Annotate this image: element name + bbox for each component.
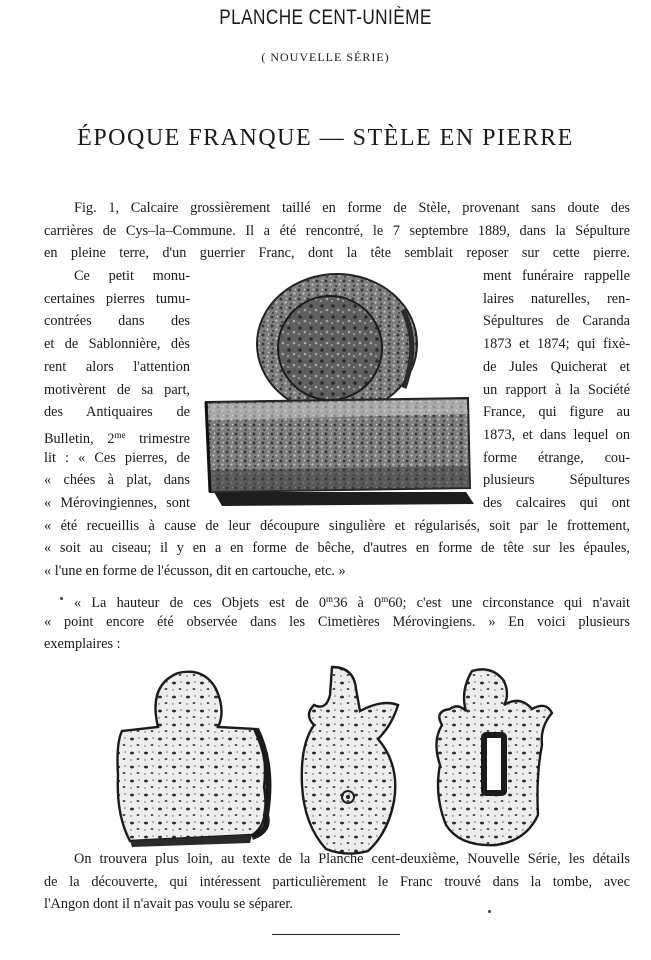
- text-line: « point encore été observée dans les Cimetières Mérovingiens. » En voici plusieurs: [44, 613, 630, 630]
- left-column-line: certaines pierres tumu-: [44, 290, 190, 307]
- quote-line: « soit au ciseau; il y en a en forme de bêche, d'autres en forme de tête sur les épaules,: [44, 540, 630, 557]
- stone-examples-illustration: [100, 665, 560, 855]
- stele-shadow: [214, 492, 474, 506]
- stele-base-lower-shade: [210, 466, 470, 492]
- left-column-line: Ce petit monu-: [74, 268, 190, 284]
- text-line: On trouvera plus loin, au texte de la Planche cent-deuxième, Nouvelle Série, les détails: [74, 851, 630, 867]
- right-column-line: Sépultures de Caranda: [483, 313, 630, 330]
- text-line: exemplaires :: [44, 636, 121, 653]
- bulletin-text: Bulletin, 2: [44, 430, 115, 447]
- height-text: « La hauteur de ces Objets est de 0: [74, 595, 327, 611]
- right-column-line: plusieurs Sépultures: [483, 472, 630, 489]
- left-column-line: motivèrent de sa part,: [44, 381, 190, 398]
- ink-speck: [488, 910, 491, 913]
- left-column-line: rent alors l'attention: [44, 358, 190, 375]
- right-column-line: de Jules Quicherat et: [483, 358, 630, 375]
- left-column-line: des Antiquaires de: [44, 404, 190, 421]
- plate-title: PLANCHE CENT-UNIÈME: [219, 6, 432, 29]
- text-line: Fig. 1, Calcaire grossièrement taillé en forme de Stèle, provenant sans doute des: [74, 200, 630, 216]
- stele-disk-face: [278, 296, 382, 400]
- quote-line: « l'une en forme de l'écusson, dit en cartouche, etc. »: [44, 563, 346, 580]
- text-line: de la découverte, qui intéressent particulièrement le Franc trouvé dans la tombe, avec: [44, 873, 630, 890]
- left-column-line: « chées à plat, dans: [44, 472, 190, 489]
- main-title: ÉPOQUE FRANQUE — STÈLE EN PIERRE: [77, 125, 574, 151]
- unit-superscript: m: [326, 594, 334, 604]
- right-column-line: des calcaires qui ont: [483, 495, 630, 511]
- left-column-line: « Mérovingiennes, sont: [44, 495, 190, 511]
- stone-spade: [302, 667, 398, 854]
- left-column-line: contrées dans des: [44, 313, 190, 330]
- left-column-line: et de Sablonnière, dès: [44, 336, 190, 353]
- right-column-line: un rapport à la Société: [483, 381, 630, 398]
- right-column-line: France, qui figure au: [483, 404, 630, 421]
- left-column-line: lit : « Ces pierres, de: [44, 449, 190, 466]
- quote-line: « été recueillis à cause de leur découpure singulière et régularisés, soit par le frottement,: [44, 517, 630, 534]
- right-column-line: ment funéraire rappelle: [483, 268, 630, 284]
- right-column-line: 1873 et 1874; qui fixè-: [483, 336, 630, 353]
- right-column-line: laires naturelles, ren-: [483, 290, 630, 307]
- series-subtitle: ( NOUVELLE SÉRIE): [261, 50, 390, 64]
- bulletin-superscript: me: [114, 429, 126, 440]
- stele-illustration: [198, 270, 476, 515]
- right-column-line: 1873, et dans lequel on: [483, 426, 630, 443]
- text-line: carrières de Cys–la–Commune. Il a été rencontré, le 7 septembre 1889, dans la Sépulture: [44, 222, 630, 239]
- height-text-b: 36 à 0: [333, 595, 382, 611]
- text-line: en pleine terre, d'un guerrier Franc, dont la tête semblait reposer sur cette pierre.: [44, 245, 630, 262]
- end-rule: [272, 934, 400, 935]
- height-text-c: 60; c'est une circonstance qui n'avait: [388, 595, 630, 611]
- text-line: l'Angon dont il n'avait pas voulu se séparer.: [44, 896, 293, 913]
- right-column-line: forme étrange, cou-: [483, 449, 630, 466]
- stone-escutcheon: [436, 669, 552, 845]
- bulletin-text-end: trimestre: [125, 430, 190, 447]
- unit-superscript: m: [381, 594, 389, 604]
- stone-head-shoulders: [118, 672, 269, 847]
